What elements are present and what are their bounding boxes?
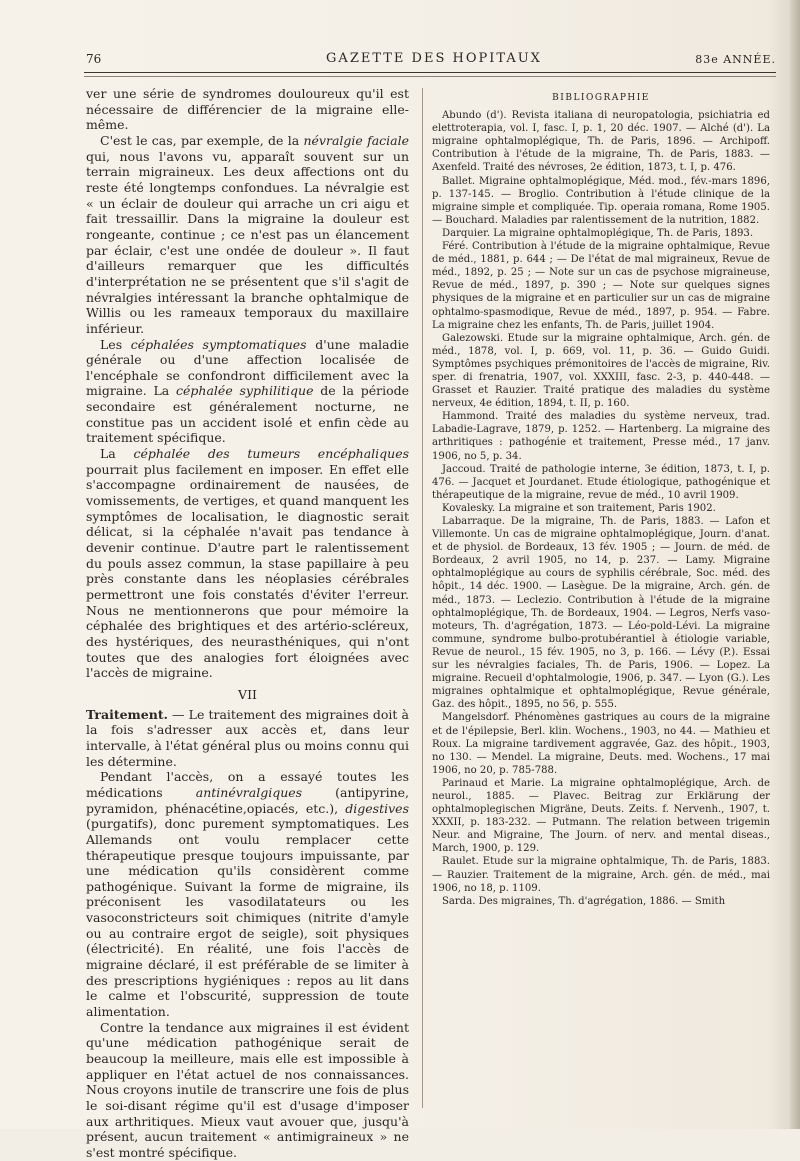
running-header bbox=[84, 50, 784, 70]
bibliography-entry: Abundo (d'). Revista italiana di neuropatologia, psichiatria ed elettroterapia, vol. I, fasc. I, p. 1, 20 déc. 1907. — Alché (d'). La migraine ophtalmoplégique, Th. de Paris, 1896. — Archipoff. Contribution à l'étude de la migraine, Th. de Paris, 1883. — Axenfeld. Traité des névroses, 2e édition, 1873, t. I, p. 476. bbox=[432, 110, 770, 174]
journal-title: GAZETTE DES HOPITAUX bbox=[326, 51, 542, 66]
bibliography-entry: Ballet. Migraine ophtalmoplégique, Méd. mod., fév.-mars 1896, p. 137-145. — Broglio. Contribution à l'étude clinique de la migraine simple et compliquée. Tip. operaia romana, Rome 1905. — Bouchard. Maladies par ralentissement de la nutrition, 1882. bbox=[432, 175, 770, 226]
bibliography-entry: Labarraque. De la migraine, Th. de Paris, 1883. — Lafon et Villemonte. Un cas de migraine ophtalmoplégique, Journ. d'anat. et de physiol. de Bordeaux, 13 fév. 1905 ; — Journ. de méd. de Bordeaux, 2 avril 1905, no 14, p. 237. — Lamy. Migraine ophtalmoplégique au cours de syphilis cérébrale, Soc. méd. des hôpit., 14 déc. 1900. — Lasègue. De la migraine, Arch. gén. de méd., 1873. — Leclezio. Contribution à l'étude de la migraine ophtalmoplégique, Th. de Bordeaux, 1904. — Legros, Nerfs vaso-moteurs, Th. d'agrégation, 1873. — Léo-pold-Lévi. La migraine commune, syndrome bulbo-protubérantiel à étiologie variable, Revue de neurol., 15 fév. 1905, no 3, p. 166. — Lévy (P.). Essai sur les névralgies faciales, Th. de Paris, 1906. — Lopez. La migraine. Recueil d'ophtalmologie, 1906, p. 347. — Lyon (G.). Les migraines ophtalmique et ophtalmoplégique, Revue générale, Gaz. des hôpit., 1895, no 56, p. 555. bbox=[432, 516, 770, 711]
page-edge bbox=[790, 0, 800, 1129]
volume-year: 83e ANNÉE. bbox=[695, 53, 776, 66]
text-run: (antipyrine, pyramidon, phénacétine,opiacés, etc.), bbox=[86, 784, 409, 816]
bibliography-entry: Hammond. Traité des maladies du système nerveux, trad. Labadie-Lagrave, 1879, p. 1252. — Hartenberg. La migraine des arthritiques : pathogénie et traitement, Presse méd., 17 janv. 1906, no 5, p. 34. bbox=[432, 411, 770, 462]
bibliography-entry: Mangelsdorf. Phénomènes gastriques au cours de la migraine et de l'épilepsie, Berl. klin. Wochens., 1903, no 44. — Mathieu et Roux. La migraine tardivement aggravée, Gaz. des hôpit., 1903, no 130. — Mendel. La migraine, Deuts. med. Wochens., 17 mai 1906, no 20, p. 785-788. bbox=[432, 712, 770, 776]
italic-term: céphalées symptomatiques bbox=[130, 336, 307, 352]
bibliography-entry: Galezowski. Etude sur la migraine ophtalmique, Arch. gén. de méd., 1878, vol. I, p. 669, vol. 11, p. 36. — Guido Guidi. Symptômes psychiques prémonitoires de l'accès de migraine, Riv. sper. di frenatria, 1907, vol. XXXIII, fasc. 2-3, p. 440-448. — Grasset et Rauzier. Traité pratique des maladies du système nerveux, 4e édition, 1894, t. II, p. 160. bbox=[432, 332, 770, 410]
text-run: Les bbox=[100, 336, 131, 352]
paragraph bbox=[86, 337, 409, 447]
bibliography-heading: BIBLIOGRAPHIE bbox=[552, 93, 650, 103]
paragraph bbox=[86, 707, 409, 770]
column-divider bbox=[422, 88, 423, 1108]
section-number: VII bbox=[238, 686, 257, 702]
paragraph bbox=[86, 769, 409, 1020]
paragraph: Contre la tendance aux migraines il est évident qu'une médication pathogénique serait de beaucoup la meilleure, mais elle est impossible à appliquer en l'état actuel de nos connaissances. Nous croyons inutile de transcrire une fois de plus le soi-disant régime qu'il est d'usage d'imposer aux arthritiques. Mieux vaut avouer que, jusqu'à présent, aucun traitement « antimigraineux » ne s'est montré spécifique. bbox=[86, 1019, 409, 1160]
text-run: de la période secondaire est généralement nocturne, ne constitue pas un accident isolé et enfin cède au traitement spécifique. bbox=[86, 383, 409, 446]
text-run: C'est le cas, par exemple, de la bbox=[100, 132, 304, 148]
page-number: 76 bbox=[86, 52, 102, 66]
bibliography-entry: Féré. Contribution à l'étude de la migraine ophtalmique, Revue de méd., 1881, p. 644 ; — De l'état de mal migraineux, Revue de méd., 1892, p. 25 ; — Note sur un cas de psychose migraineuse, Revue de méd., 1897, p. 390 ; — Note sur quelques signes physiques de la migraine et en particulier sur un cas de migraine ophtalmo-spasmodique, Revue de méd., 1897, p. 954. — Fabre. La migraine chez les enfants, Th. de Paris, juillet 1904. bbox=[432, 241, 770, 331]
paragraph: ver une série de syndromes douloureux qu'il est nécessaire de différencier de la migraine elle-même. bbox=[86, 86, 409, 133]
bibliography-entry: Sarda. Des migraines, Th. d'agrégation, 1886. — Smith bbox=[442, 895, 726, 907]
right-column bbox=[432, 86, 770, 908]
text-run: pourrait plus facilement en imposer. En effet elle s'accompagne ordinairement de nausées, de vomissements, de vertiges, et quand manquent les symptômes de localisation, le diagnostic serait délicat, si la céphalée n'avait pas tendance à devenir continue. D'autre part le ralentissement du pouls assez commun, la stase papillaire à peu près constante dans les néoplasies cérébrales permettront une fois constatés d'éviter l'erreur. Nous ne mentionnerons que pour mémoire la céphalée des brightiques et des artério-scléreux, des hystériques, des neurasthéniques, qui n'ont toutes que des analogies fort éloignées avec l'accès de migraine. bbox=[86, 461, 409, 681]
bibliography-entry: Parinaud et Marie. La migraine ophtalmoplégique, Arch. de neurol., 1885. — Plavec. Beitrag zur Erklärung der ophtalmoplegischen Migräne, Deuts. Zeits. f. Nervenh., 1907, t. XXXII, p. 183-232. — Putmann. The relation between trigemin Neur. and Migraine, The Journ. of nerv. and mental diseas., March, 1900, p. 129. bbox=[432, 777, 770, 855]
section-heading: Traitement. bbox=[86, 706, 168, 722]
bibliography-entry: Jaccoud. Traité de pathologie interne, 3e édition, 1873, t. I, p. 476. — Jacquet et Jourdanet. Etude étiologique, pathogénique et thérapeutique de la migraine, revue de méd., 10 avril 1909. bbox=[432, 463, 770, 501]
header-rule bbox=[84, 72, 776, 73]
paragraph bbox=[86, 446, 409, 681]
text-run: d'une maladie générale ou d'une affection localisée de l'encéphale se confondront difficilement avec la migraine. La bbox=[86, 336, 409, 399]
text-run: qui, nous l'avons vu, apparaît souvent sur un terrain migraineux. Les deux affections ont du reste été longtemps confondues. La névralgie est « un éclair de douleur qui arrache un cri aigu et fait tressaillir. Dans la migraine la douleur est rongeante, continue ; ce n'est pas un élancement par éclair, c'est une ondée de douleur ». Il faut d'ailleurs remarquer que les difficultés d'interprétation ne se présentent que s'il s'agit de névralgies intéressant la branche ophtalmique de Willis ou les rameaux temporaux du maxillaire inférieur. bbox=[86, 148, 409, 336]
italic-term: névralgie faciale bbox=[303, 132, 410, 148]
text-run: La bbox=[100, 446, 134, 462]
text-run: Pendant l'accès, on a essayé toutes les médications bbox=[86, 769, 409, 800]
header-rule-thin bbox=[84, 76, 776, 77]
italic-term: antinévralgiques bbox=[195, 784, 303, 800]
italic-term: céphalée des tumeurs encéphaliques bbox=[133, 446, 410, 462]
italic-term: céphalée syphilitique bbox=[176, 383, 314, 399]
text-run: — Le traitement des migraines doit à la fois s'adresser aux accès et, dans leur intervalle, à l'état général plus ou moins connu qui les détermine. bbox=[86, 706, 409, 769]
paragraph bbox=[86, 133, 409, 337]
bibliography-entry: Raulet. Etude sur la migraine ophtalmique, Th. de Paris, 1883. — Rauzier. Traitement de la migraine, Arch. gén. de méd., mai 1906, no 18, p. 1109. bbox=[432, 856, 770, 894]
italic-term: digestives bbox=[345, 800, 409, 816]
text-run: (purgatifs), donc purement symptomatiques. Les Allemands ont voulu remplacer cette thérapeutique presque toujours impuissante, par une médication qu'ils considèrent comme pathogénique. Suivant la forme de migraine, ils préconisent les vasodilatateurs ou les vasoconstricteurs soit chimiques (nitrite d'amyle ou au contraire ergot de seigle), soit physiques (électricité). En réalité, une fois l'accès de migraine déclaré, il est préférable de se limiter à des prescriptions hygiéniques : repos au lit dans le calme et l'obscurité, suppression de toute alimentation. bbox=[86, 816, 409, 1020]
bibliography-entry: Darquier. La migraine ophtalmoplégique, Th. de Paris, 1893. bbox=[442, 227, 754, 239]
left-column bbox=[86, 86, 409, 1161]
bibliography-entry: Kovalesky. La migraine et son traitement, Paris 1902. bbox=[442, 502, 716, 514]
